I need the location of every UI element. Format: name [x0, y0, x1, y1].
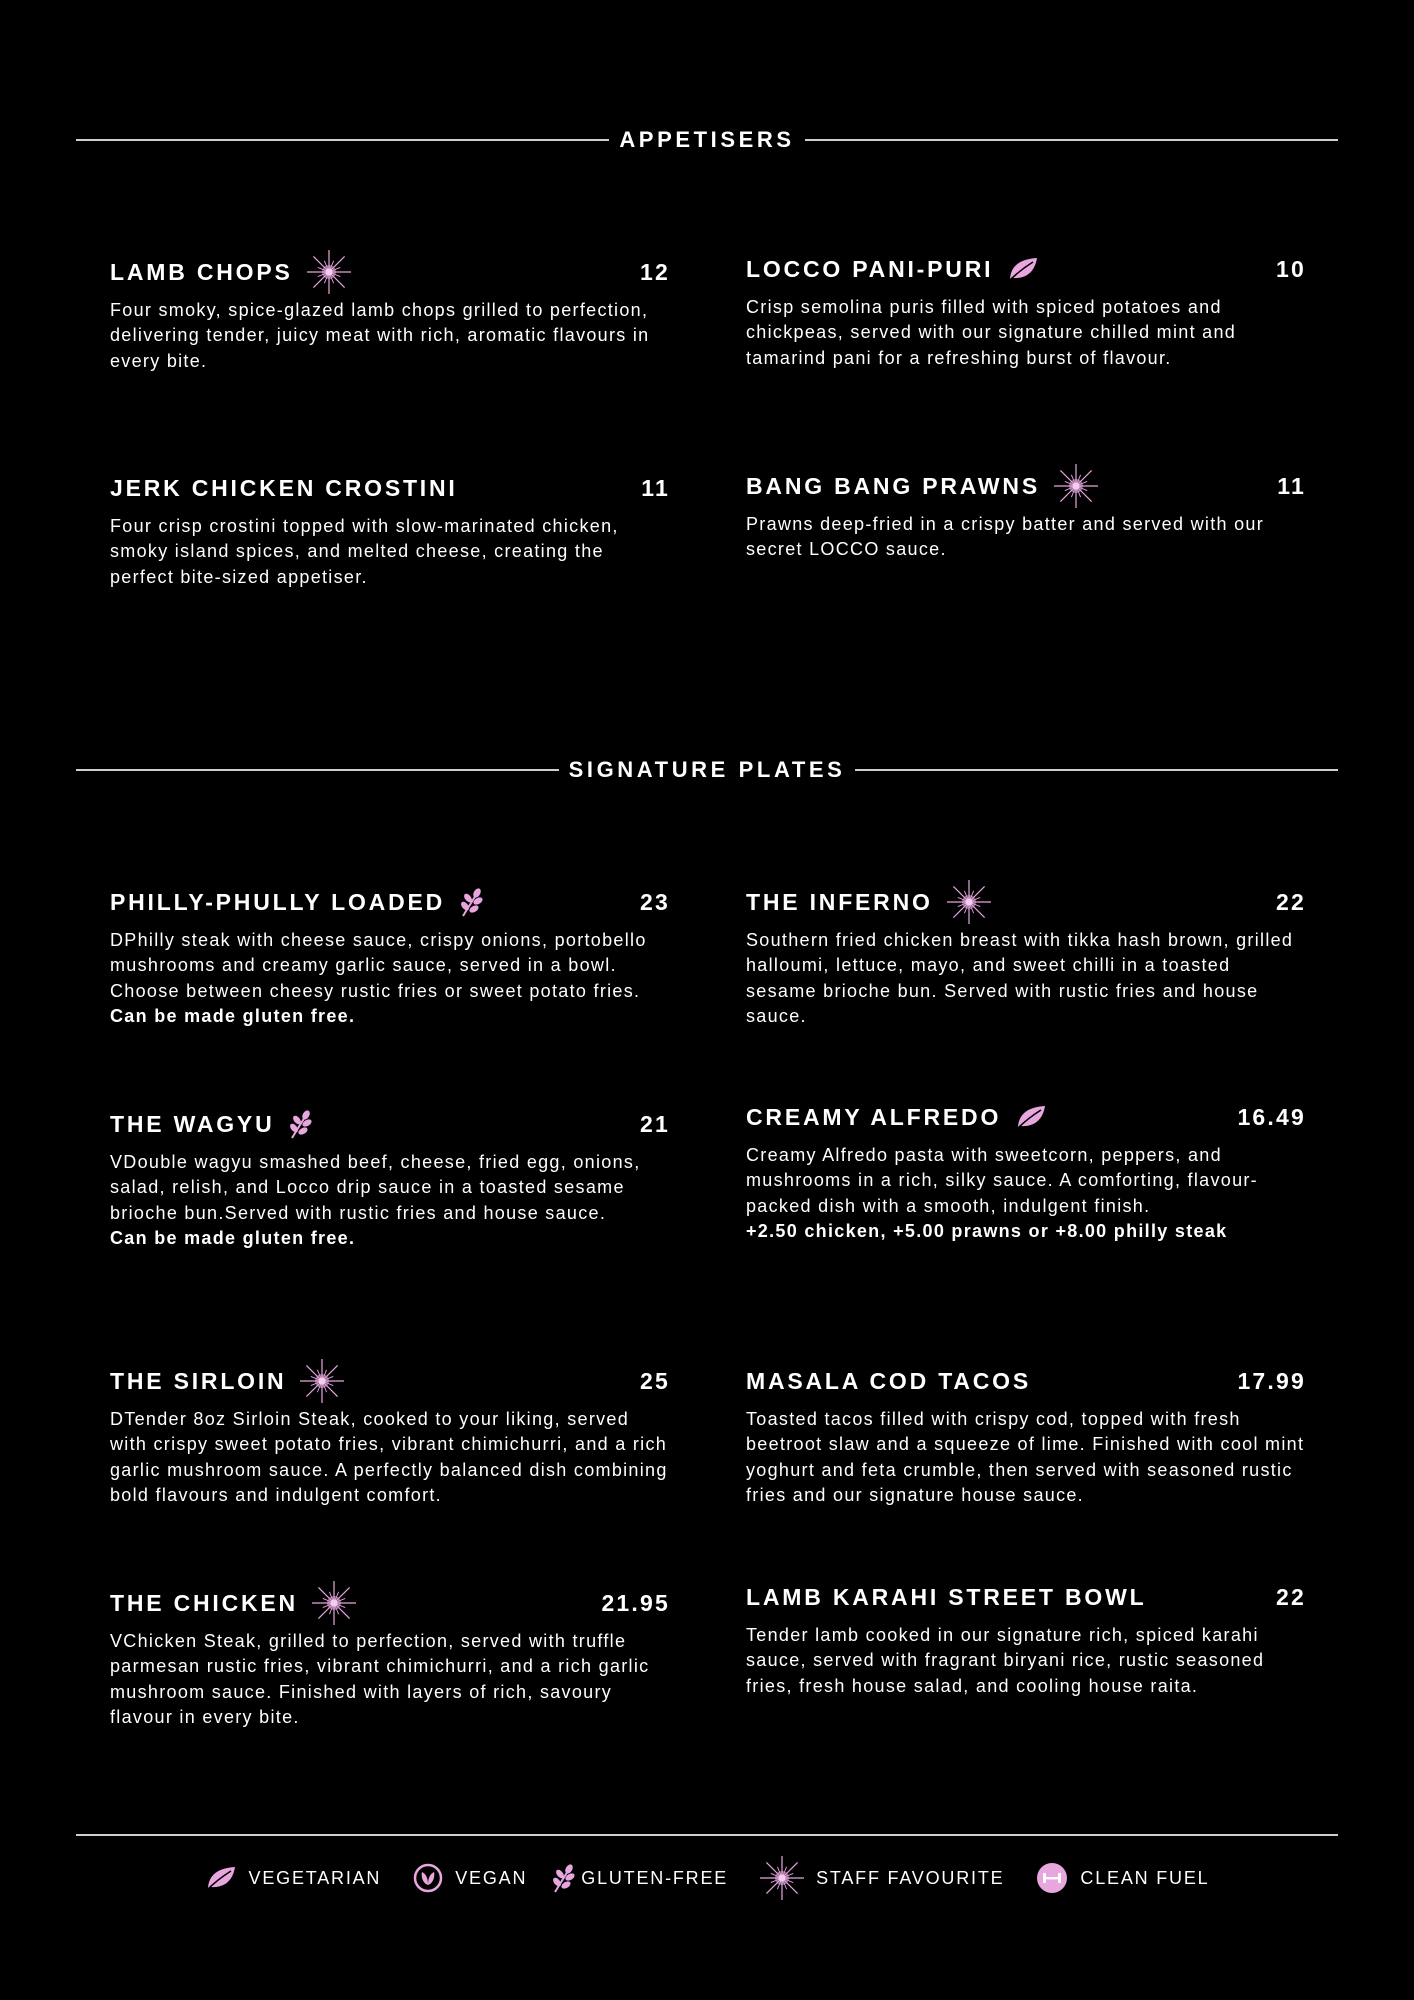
legend-gluten-free: [551, 1862, 728, 1894]
item-description: DTender 8oz Sirloin Steak, cooked to your liking, served with crispy sweet potato fries, vibrant chimichurri, and a rich garlic mushroom sauce. A perfectly balanced dish combining bold flavours and indulgent comfort.: [110, 1409, 668, 1505]
item-description: Crisp semolina puris filled with spiced potatoes and chickpeas, served with our signature chilled mint and tamarind pani for a refreshing burst of flavour.: [746, 297, 1237, 368]
item-price: 23: [640, 888, 670, 915]
item-name-row: [110, 1581, 356, 1625]
legend-staff-favourite: [760, 1856, 1004, 1900]
vegetarian-icon: [1015, 1103, 1047, 1131]
item-name: CREAMY ALFREDO: [746, 1103, 1002, 1130]
gluten-free-icon: [459, 886, 485, 918]
menu-item-creamy-alfredo: [746, 1095, 1306, 1244]
item-description: VChicken Steak, grilled to perfection, served with truffle parmesan rustic fries, vibrant chimichurri, and a rich garlic mushroom sauce. Finished with layers of rich, savoury flavour in every bite.: [110, 1631, 650, 1727]
item-name-row: [746, 464, 1098, 508]
legend-label: GLUTEN-FREE: [581, 1867, 729, 1888]
item-note: Can be made gluten free.: [110, 1227, 356, 1248]
item-description: Four crisp crostini topped with slow-marinated chicken, smoky island spices, and melted cheese, creating the perfect bite-sized appetiser.: [110, 516, 619, 587]
item-description: Southern fried chicken breast with tikka hash brown, grilled halloumi, lettuce, mayo, and sweet chilli in a toasted sesame brioche bun. Served with rustic fries and house sauce.: [746, 930, 1294, 1026]
gluten-free-icon: [288, 1108, 314, 1140]
vegan-icon: [413, 1863, 443, 1893]
item-name: LOCCO PANI-PURI: [746, 255, 994, 282]
appetisers-header: [76, 120, 1338, 160]
staff-favourite-icon: [760, 1856, 804, 1900]
legend-clean-fuel: [1036, 1862, 1209, 1894]
item-price: 22: [1276, 1583, 1306, 1610]
menu-item-locco-pani-puri: [746, 247, 1306, 371]
item-name: MASALA COD TACOS: [746, 1367, 1032, 1394]
legend-label: VEGAN: [455, 1867, 528, 1888]
item-name: THE CHICKEN: [110, 1589, 298, 1616]
item-description: Prawns deep-fried in a crispy batter and served with our secret LOCCO sauce.: [746, 514, 1265, 560]
item-note: Can be made gluten free.: [110, 1005, 356, 1026]
item-name-row: [110, 1359, 344, 1403]
menu-item-philly-phully-loaded: [110, 880, 670, 1029]
menu-item-masala-cod-tacos: [746, 1359, 1306, 1508]
signature-plates-header: [76, 750, 1338, 790]
item-description: DPhilly steak with cheese sauce, crispy onions, portobello mushrooms and creamy garlic sauce, served in a bowl. Choose between cheesy rustic fries or sweet potato fries.: [110, 930, 647, 1001]
item-price: 21: [640, 1110, 670, 1137]
staff-favourite-icon: [300, 1359, 344, 1403]
item-name: LAMB KARAHI STREET BOWL: [746, 1583, 1147, 1610]
section-title: SIGNATURE PLATES: [568, 757, 846, 782]
staff-favourite-icon: [312, 1581, 356, 1625]
item-name: THE WAGYU: [110, 1110, 275, 1137]
vegetarian-icon: [205, 1864, 237, 1892]
item-name-row: [110, 250, 351, 294]
item-name-row: [746, 1584, 1146, 1611]
item-name-row: [746, 1368, 1031, 1395]
clean-fuel-icon: [1036, 1862, 1068, 1894]
item-price: 10: [1276, 255, 1306, 282]
menu-item-lamb-chops: [110, 250, 670, 374]
item-name-row: [110, 886, 485, 918]
item-price: 11: [1277, 472, 1306, 499]
staff-favourite-icon: [1054, 464, 1098, 508]
item-price: 25: [640, 1367, 670, 1394]
item-name: THE SIRLOIN: [110, 1367, 287, 1394]
header-rule-left: [76, 139, 609, 141]
item-description: Four smoky, spice-glazed lamb chops grilled to perfection, delivering tender, juicy meat with rich, aromatic flavours in every bite.: [110, 300, 650, 371]
item-description: VDouble wagyu smashed beef, cheese, fried egg, onions, salad, relish, and Locco drip sauce in a toasted sesame brioche bun.Served with rustic fries and house sauce.: [110, 1152, 641, 1223]
item-description: Tender lamb cooked in our signature rich, spiced karahi sauce, served with fragrant biryani rice, rustic seasoned fries, fresh house salad, and cooling house raita.: [746, 1625, 1265, 1696]
item-name-row: [746, 1103, 1047, 1131]
menu-item-the-inferno: [746, 880, 1306, 1029]
staff-favourite-icon: [947, 880, 991, 924]
item-name-row: [746, 255, 1039, 283]
menu-item-the-wagyu: [110, 1102, 670, 1251]
item-price: 22: [1276, 888, 1306, 915]
menu-item-lamb-karahi-street-bowl: [746, 1575, 1306, 1699]
legend-label: STAFF FAVOURITE: [816, 1867, 1005, 1888]
header-rule-left: [76, 769, 559, 771]
legend-label: CLEAN FUEL: [1080, 1867, 1210, 1888]
menu-item-jerk-chicken-crostini: [110, 466, 670, 590]
item-price: 16.49: [1237, 1103, 1306, 1130]
item-note: +2.50 chicken, +5.00 prawns or +8.00 philly steak: [746, 1220, 1228, 1241]
legend-vegetarian: [205, 1864, 382, 1892]
section-title: APPETISERS: [619, 127, 795, 152]
item-name: JERK CHICKEN CROSTINI: [110, 474, 458, 501]
item-name: PHILLY-PHULLY LOADED: [110, 888, 446, 915]
vegetarian-icon: [1007, 255, 1039, 283]
item-name-row: [110, 475, 458, 502]
legend-vegan: [413, 1863, 527, 1893]
item-name-row: [110, 1108, 314, 1140]
dietary-legend: [0, 1856, 1414, 1900]
item-name-row: [746, 880, 991, 924]
item-price: 12: [640, 258, 670, 285]
gluten-free-icon: [551, 1862, 577, 1894]
footer-rule: [76, 1834, 1338, 1836]
legend-label: VEGETARIAN: [248, 1867, 382, 1888]
item-description: Toasted tacos filled with crispy cod, topped with fresh beetroot slaw and a squeeze of lime. Finished with cool mint yoghurt and feta crumble, then served with seasoned rustic fries and our signature house sauce.: [746, 1409, 1305, 1505]
item-price: 17.99: [1237, 1367, 1306, 1394]
menu-item-the-chicken: [110, 1581, 670, 1730]
item-price: 11: [641, 474, 670, 501]
item-price: 21.95: [601, 1589, 670, 1616]
staff-favourite-icon: [307, 250, 351, 294]
header-rule-right: [855, 769, 1338, 771]
item-name: THE INFERNO: [746, 888, 933, 915]
item-description: Creamy Alfredo pasta with sweetcorn, peppers, and mushrooms in a rich, silky sauce. A comforting, flavour-packed dish with a smooth, indulgent finish.: [746, 1145, 1258, 1216]
item-name: LAMB CHOPS: [110, 258, 293, 285]
header-rule-right: [805, 139, 1338, 141]
item-name: BANG BANG PRAWNS: [746, 472, 1040, 499]
menu-item-the-sirloin: [110, 1359, 670, 1508]
menu-item-bang-bang-prawns: [746, 464, 1306, 563]
